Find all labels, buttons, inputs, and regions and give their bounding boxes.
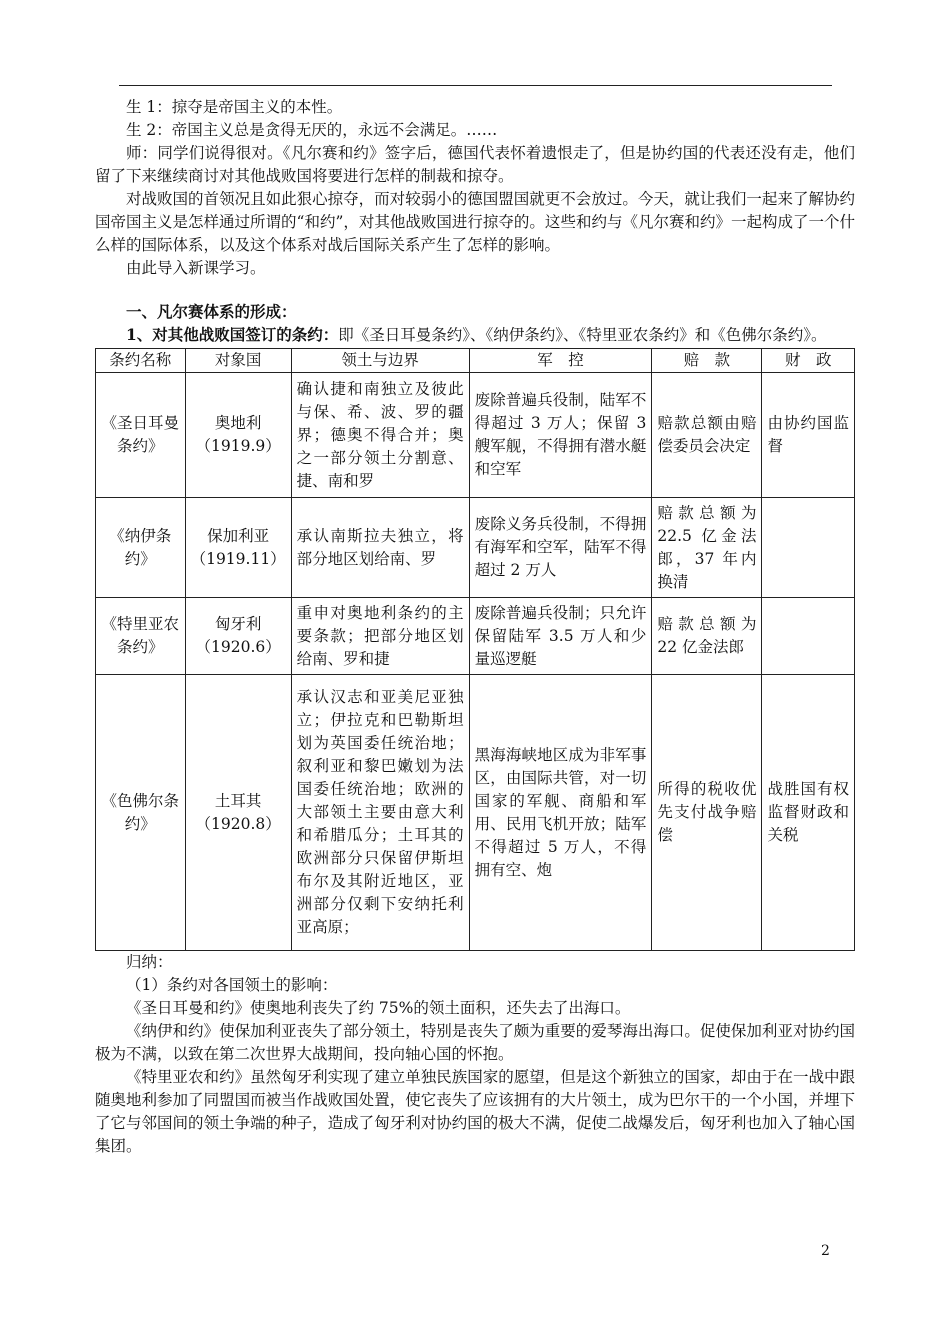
column-header: 条约名称 — [96, 349, 186, 373]
reparations-cell: 赔款总额为 22.5 亿金法郎，37 年内换清 — [652, 498, 762, 598]
country-cell: 匈牙利（1920.6） — [185, 598, 291, 675]
finance-cell — [762, 498, 855, 598]
section-title: 一、凡尔赛体系的形成： — [126, 302, 297, 321]
summary-heading: 归纳： — [126, 953, 173, 971]
treaty-name-cell: 《色佛尔条约》 — [96, 675, 186, 951]
territory-cell: 承认南斯拉夫独立，将部分地区划给南、罗 — [291, 498, 469, 598]
column-header: 领土与边界 — [291, 349, 469, 373]
intro-paragraph: 对战败国的首领况且如此狠心掠夺，而对较弱小的德国盟国就更不会放过。今天，就让我们一起来了解协约国帝国主义是怎样通过所谓的“和约”，对其他战败国进行掠夺的。这些和约与《凡尔赛和约》一起构成了一个什么样的国际体系，以及这个体系对战后国际关系产生了怎样的影响。 — [95, 190, 855, 254]
finance-cell: 战胜国有权监督财政和关税 — [762, 675, 855, 951]
table-header-row — [96, 349, 855, 373]
treaty-name-cell: 《纳伊条约》 — [96, 498, 186, 598]
intro-paragraph: 生 1：掠夺是帝国主义的本性。 — [126, 98, 343, 116]
subsection-label: 1、对其他战败国签订的条约： — [126, 325, 339, 344]
country-cell: 保加利亚（1919.11） — [185, 498, 291, 598]
subsection-heading — [95, 323, 855, 347]
treaty-name-cell: 《圣日耳曼条约》 — [96, 373, 186, 498]
treaty-name-cell: 《特里亚农条约》 — [96, 598, 186, 675]
territory-cell: 重申对奥地利条约的主要条款；把部分地区划给南、罗和捷 — [291, 598, 469, 675]
military-cell: 黑海海峡地区成为非军事区，由国际共管，对一切国家的军舰、商船和军用、民用飞机开放；陆军不得超过 5 万人，不得拥有空、炮 — [469, 675, 652, 951]
finance-cell — [762, 598, 855, 675]
intro-paragraph: 由此导入新课学习。 — [126, 259, 266, 277]
summary-paragraph: 《特里亚农和约》虽然匈牙利实现了建立单独民族国家的愿望，但是这个新独立的国家，却由于在一战中跟随奥地利参加了同盟国而被当作战败国处置，使它丧失了应该拥有的大片领土，成为巴尔干的一个小国，并埋下了它与邻国间的领土争端的种子，造成了匈牙利对协约国的极大不满，促使二战爆发后，匈牙利也加入了轴心国集团。 — [95, 1068, 855, 1155]
summary-paragraph: 《纳伊和约》使保加利亚丧失了部分领土，特别是丧失了颇为重要的爱琴海出海口。促使保加利亚对协约国极为不满，以致在第二次世界大战期间，投向轴心国的怀抱。 — [95, 1022, 855, 1063]
subsection-text: 即《圣日耳曼条约》、《纳伊条约》、《特里亚农条约》和《色佛尔条约》。 — [338, 326, 827, 344]
header-rule — [119, 85, 832, 86]
summary-paragraph: 《圣日耳曼和约》使奥地利丧失了约 75%的领土面积，还失去了出海口。 — [126, 999, 631, 1017]
table-row — [96, 675, 855, 951]
treaty-table — [95, 348, 855, 951]
table-row — [96, 598, 855, 675]
intro-paragraph: 生 2：帝国主义总是贪得无厌的，永远不会满足。…… — [126, 121, 498, 139]
reparations-cell: 所得的税收优先支付战争赔偿 — [652, 675, 762, 951]
page-number: 2 — [821, 1243, 830, 1259]
military-cell: 废除普遍兵役制；只允许保留陆军 3.5 万人和少量巡逻艇 — [469, 598, 652, 675]
territory-cell: 确认捷和南独立及彼此与保、希、波、罗的疆界；德奥不得合并；奥之一部分领土分割意、捷、南和罗 — [291, 373, 469, 498]
country-cell: 土耳其（1920.8） — [185, 675, 291, 951]
military-cell: 废除普遍兵役制，陆军不得超过 3 万人；保留 3 艘军舰，不得拥有潜水艇和空军 — [469, 373, 652, 498]
column-header: 对象国 — [185, 349, 291, 373]
column-header: 军 控 — [469, 349, 652, 373]
intro-paragraph: 师：同学们说得很对。《凡尔赛和约》签字后，德国代表怀着遗恨走了，但是协约国的代表还没有走，他们留了下来继续商讨对其他战败国将要进行怎样的制裁和掠夺。 — [95, 144, 855, 185]
military-cell: 废除义务兵役制，不得拥有海军和空军，陆军不得超过 2 万人 — [469, 498, 652, 598]
reparations-cell: 赔款总额由赔偿委员会决定 — [652, 373, 762, 498]
column-header: 赔 款 — [652, 349, 762, 373]
reparations-cell: 赔款总额为 22 亿金法郎 — [652, 598, 762, 675]
finance-cell: 由协约国监督 — [762, 373, 855, 498]
document-body — [95, 96, 855, 1158]
territory-cell: 承认汉志和亚美尼亚独立；伊拉克和巴勒斯坦划为英国委任统治地；叙利亚和黎巴嫩划为法国委任统治地；欧洲的大部领土主要由意大利和希腊瓜分；土耳其的欧洲部分只保留伊斯坦布尔及其附近地区，亚洲部分仅剩下安纳托利亚高原； — [291, 675, 469, 951]
table-row — [96, 498, 855, 598]
column-header: 财 政 — [762, 349, 855, 373]
table-row — [96, 373, 855, 498]
summary-subheading: （1）条约对各国领土的影响： — [126, 976, 338, 994]
country-cell: 奥地利（1919.9） — [185, 373, 291, 498]
